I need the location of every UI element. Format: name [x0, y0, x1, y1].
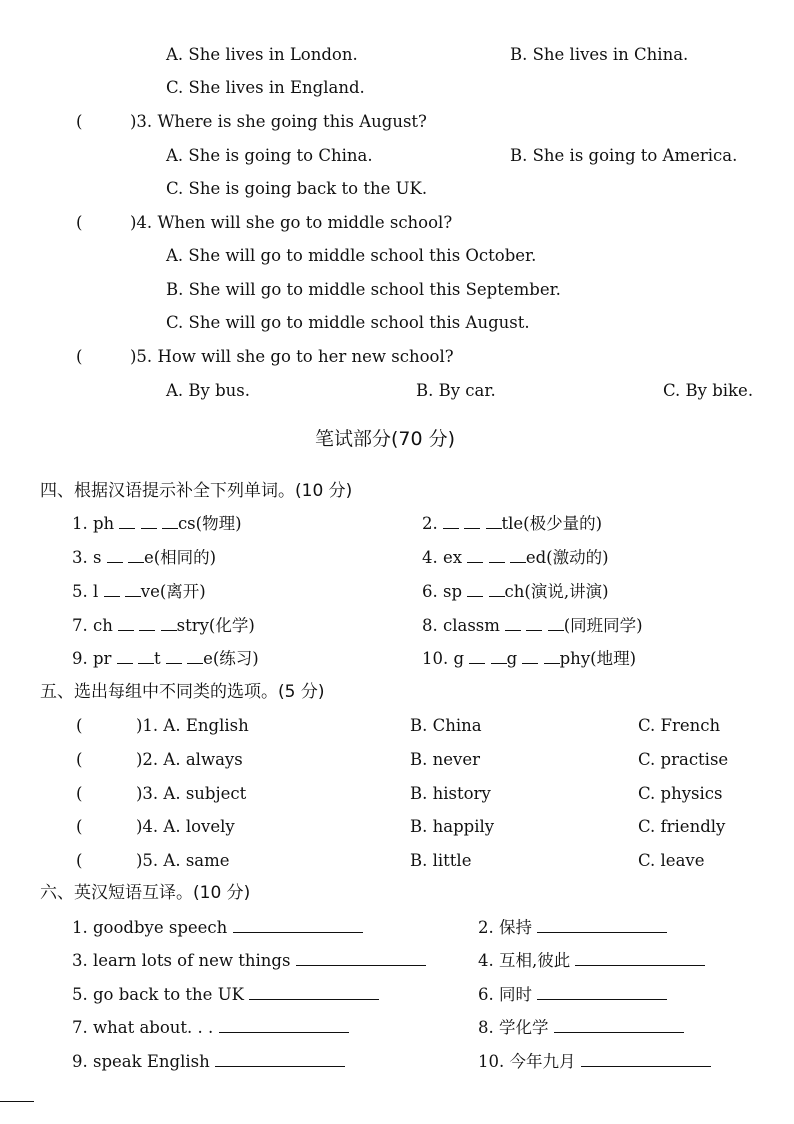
odd-one-row-3-c: C. physics — [638, 784, 723, 803]
odd-one-row-4-b: B. happily — [410, 817, 495, 836]
q2-option-c: C. She lives in England. — [166, 78, 365, 97]
q4-stem — [130, 212, 452, 234]
written-part-title: 笔试部分(70 分) — [315, 428, 456, 450]
q5-option-c: C. By bike. — [663, 381, 754, 400]
section5-heading: 五、选出每组中不同类的选项。(5 分) — [40, 682, 325, 702]
q4-paren: ( — [76, 213, 83, 232]
odd-one-row-4: ( )4. A. lovely — [76, 817, 235, 836]
odd-one-row-3: ( )3. A. subject — [76, 784, 247, 803]
q5-stem — [130, 346, 454, 368]
odd-one-row-2: ( )2. A. always — [76, 750, 243, 769]
phrase-item-10: 10. 今年九月 — [478, 1051, 711, 1073]
word-item-7: 7. ch stry(化学) — [72, 616, 255, 635]
odd-one-row-5-c: C. leave — [638, 851, 705, 870]
odd-one-row-1-c: C. French — [638, 716, 721, 735]
q3-number: )3. — [130, 112, 153, 131]
q4-option-a: A. She will go to middle school this October. — [166, 246, 537, 265]
section6-heading: 六、英汉短语互译。(10 分) — [40, 883, 251, 903]
q5-option-b: B. By car. — [416, 381, 496, 400]
q4-option-c: C. She will go to middle school this August. — [166, 313, 530, 332]
odd-one-row-3-b: B. history — [410, 784, 491, 803]
word-item-5: 5. l ve(离开) — [72, 582, 206, 601]
word-item-2: 2. tle(极少量的) — [422, 514, 603, 533]
q3-option-c: C. She is going back to the UK. — [166, 179, 428, 198]
word-item-3: 3. s e(相同的) — [72, 548, 217, 567]
word-item-8: 8. classm (同班同学) — [422, 616, 643, 635]
odd-one-row-2-b: B. never — [410, 750, 480, 769]
odd-one-row-2-c: C. practise — [638, 750, 729, 769]
section4-heading: 四、根据汉语提示补全下列单词。(10 分) — [40, 481, 353, 501]
q4-option-b: B. She will go to middle school this September. — [166, 280, 561, 299]
odd-one-row-1: ( )1. A. English — [76, 716, 249, 735]
phrase-item-4: 4. 互相,彼此 — [478, 950, 705, 972]
q5-number: )5. — [130, 347, 153, 366]
phrase-item-1: 1. goodbye speech — [72, 917, 363, 939]
phrase-item-8: 8. 学化学 — [478, 1017, 684, 1039]
q4-question: When will she go to middle school? — [157, 213, 453, 232]
word-item-1: 1. ph cs(物理) — [72, 514, 242, 533]
q5-option-a: A. By bus. — [166, 381, 250, 400]
word-item-10: 10. g g phy(地理) — [422, 649, 637, 668]
q3-stem — [130, 111, 427, 133]
word-item-4: 4. ex ed(激动的) — [422, 548, 609, 567]
phrase-item-6: 6. 同时 — [478, 984, 667, 1006]
phrase-item-7: 7. what about. . . — [72, 1017, 349, 1039]
phrase-item-3: 3. learn lots of new things — [72, 950, 426, 972]
q2-option-b: B. She lives in China. — [510, 45, 689, 64]
q5-question: How will she go to her new school? — [157, 347, 454, 366]
phrase-item-9: 9. speak English — [72, 1051, 345, 1073]
q3-question: Where is she going this August? — [157, 112, 427, 131]
odd-one-row-5-b: B. little — [410, 851, 472, 870]
word-item-6: 6. sp ch(演说,讲演) — [422, 582, 609, 601]
q5-paren: ( — [76, 347, 83, 366]
word-item-9: 9. pr t e(练习) — [72, 649, 259, 668]
odd-one-row-4-c: C. friendly — [638, 817, 726, 836]
q3-paren: ( — [76, 112, 83, 131]
q3-option-a: A. She is going to China. — [166, 146, 373, 165]
phrase-item-2: 2. 保持 — [478, 917, 667, 939]
q2-option-a: A. She lives in London. — [166, 45, 358, 64]
page-corner-rule — [0, 1101, 34, 1102]
q4-number: )4. — [130, 213, 153, 232]
phrase-item-5: 5. go back to the UK — [72, 984, 379, 1006]
odd-one-row-5: ( )5. A. same — [76, 851, 230, 870]
q3-option-b: B. She is going to America. — [510, 146, 738, 165]
odd-one-row-1-b: B. China — [410, 716, 482, 735]
